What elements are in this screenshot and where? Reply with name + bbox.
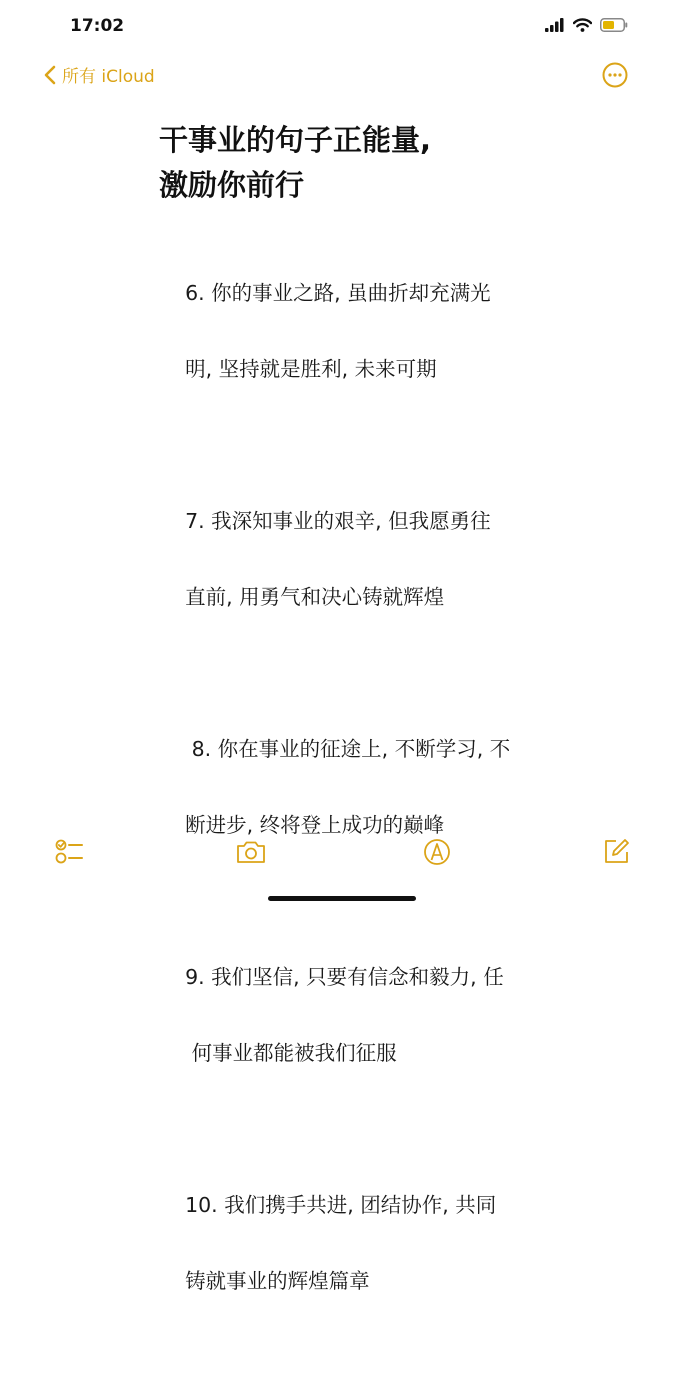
note-line: 7. 我深知事业的艰辛, 但我愿勇往 [185, 509, 491, 533]
note-paragraph [159, 920, 559, 1110]
back-button-label: 所有 iCloud [62, 67, 155, 87]
note-line: 8. 你在事业的征途上, 不断学习, 不 [185, 737, 511, 761]
note-line: 铸就事业的辉煌篇章 [185, 1269, 370, 1293]
more-options-icon[interactable] [602, 62, 628, 88]
status-icons [545, 18, 628, 32]
navigation-bar [0, 56, 684, 96]
compose-icon[interactable] [600, 836, 632, 868]
bottom-toolbar [0, 832, 684, 872]
note-paragraph [159, 464, 559, 654]
back-button[interactable] [44, 62, 155, 87]
note-line: 断进步, 终将登上成功的巅峰 [185, 813, 445, 837]
note-line: 10. 我们携手共进, 团结协作, 共同 [185, 1193, 497, 1217]
wifi-icon [573, 18, 592, 32]
status-time: 17:02 [70, 16, 125, 36]
note-paragraph [159, 236, 559, 426]
chevron-left-icon [44, 65, 56, 85]
note-line: 明, 坚持就是胜利, 未来可期 [185, 357, 437, 381]
note-paragraph [159, 1148, 559, 1338]
camera-icon[interactable] [235, 836, 267, 868]
cellular-signal-icon [545, 18, 565, 32]
note-line: 9. 我们坚信, 只要有信念和毅力, 任 [185, 965, 504, 989]
home-indicator [268, 896, 416, 901]
note-title-line: 激励你前行 [159, 168, 305, 202]
note-line: 6. 你的事业之路, 虽曲折却充满光 [185, 281, 491, 305]
note-line: 直前, 用勇气和决心铸就辉煌 [185, 585, 445, 609]
checklist-icon[interactable] [54, 836, 86, 868]
battery-icon [600, 18, 628, 32]
note-body[interactable] [159, 118, 559, 1376]
note-line: 何事业都能被我们征服 [185, 1041, 397, 1065]
note-title-line: 干事业的句子正能量, [159, 123, 432, 157]
status-bar [0, 0, 684, 52]
markup-icon[interactable] [421, 836, 453, 868]
note-title [159, 118, 559, 208]
